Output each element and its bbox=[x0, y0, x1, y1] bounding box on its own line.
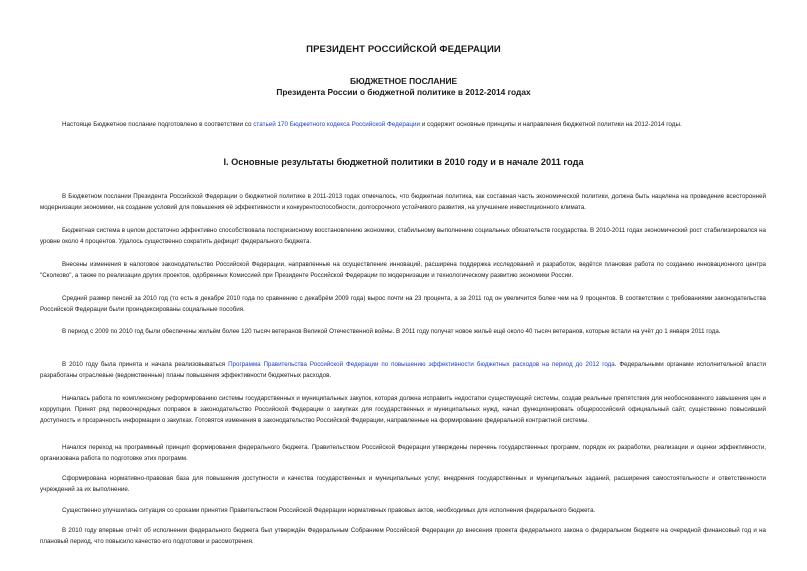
paragraph-text: Сформирована нормативно-правовая база для повышения доступности и качества государственных и муниципальных услуг, внедрения государственных и муниципальных заданий, расширения самостоятельности и ответственности учреждений за их выполнение. bbox=[40, 475, 766, 493]
paragraph-program bbox=[40, 360, 766, 382]
paragraph-text: В 2010 году впервые отчёт об исполнении федерального бюджета был утверждён Федеральным Собранием Российской Федерации до внесения проекта федерального закона о федеральном бюджете на очередной финансовый год и на плановый период, что повысило качество его подготовки и рассмотрения. bbox=[40, 527, 766, 545]
intro-text-before: Настояще Бюджетное послание подготовлено в соответствии со bbox=[62, 121, 254, 128]
document-title: БЮДЖЕТНОЕ ПОСЛАНИЕ bbox=[349, 76, 458, 86]
paragraph-4 bbox=[40, 294, 766, 316]
paragraph-11 bbox=[40, 526, 766, 548]
paragraph-1 bbox=[40, 192, 766, 214]
program-text-after: . Федеральными органами исполнительной власти разработаны отраслевые (ведомственные) планы повышения эффективности бюджетных расходов. bbox=[40, 361, 766, 379]
paragraph-text: Бюджетная система в целом достаточно эффективно способствовала посткризисному восстановлению экономики, стабильному выполнению социальных обязательств государства. В 2010-2011 годах экономический рост стабилизировался на уровне около 4 процентов. Удалось существенно сократить дефицит федерального бюджета. bbox=[40, 227, 766, 245]
paragraph-text: Существенно улучшилась ситуация со сроками принятия Правительством Российской Федерации нормативных правовых актов, необходимых для исполнения федерального бюджета. bbox=[62, 507, 596, 515]
intro-paragraph bbox=[62, 120, 782, 129]
program-text-before: В 2010 году была принята и начала реализовываться bbox=[62, 361, 229, 369]
paragraph-9 bbox=[40, 474, 766, 496]
paragraph-text: Средний размер пенсий за 2010 год (то есть в декабре 2010 года по сравнению с декабрём 2009 года) вырос почти на 23 процента, а за 2011 год он увеличится более чем на 9 процентов. В соответствии с требованиями законодательства Российской Федерации были проиндексированы социальные пособия. bbox=[40, 295, 766, 313]
intro-text-after: и содержит основные принципы и направления бюджетной политики на 2012-2014 годы. bbox=[420, 121, 682, 128]
paragraph-text: В Бюджетном послании Президента Российской Федерации о бюджетной политике в 2011-2013 годах отмечалось, что бюджетная политика, как составная часть экономической политики, должна быть нацелена на проведение всесторонней модернизации экономики, на создание условий для повышения её эффективности и конкурентоспособности, долгосрочного устойчивого развития, на улучшение инвестиционного климата. bbox=[40, 193, 766, 211]
paragraph-text: В период с 2009 по 2010 год были обеспечены жильём более 120 тысяч ветеранов Великой Отечественной войны. В 2011 году получат новое жильё ещё около 40 тысяч ветеранов, которые встали на учёт до 1 января 2011 года. bbox=[62, 328, 721, 336]
paragraph-7 bbox=[40, 394, 766, 426]
section-title: I. Основные результаты бюджетной политики в 2010 году и в начале 2011 года bbox=[223, 157, 584, 167]
paragraph-text: Начался переход на программный принцип формирования федерального бюджета. Правительством Российской Федерации утверждены перечень государственных программ, порядок их разработки, реализации и оценки эффективности, организована работа по подготовке этих программ. bbox=[40, 444, 766, 462]
paragraph-10 bbox=[40, 506, 766, 517]
paragraph-text: Началась работа по комплексному реформированию системы государственных и муниципальных закупок, которая должна исправить недостатки существующей системы, создав реальные препятствия для необоснованного завышения цен и коррупции. Принят ряд первоочередных поправок в законодательство Российской Федерации о закупках для государственных и муниципальных нужд, начал функционировать общероссийский официальный сайт, существенно повысивший доступность и прозрачность информации о закупках. Готовятся изменения в законодательство Российской Федерации, направленные на формирование федеральной контрактной системы. bbox=[40, 395, 766, 424]
paragraph-2 bbox=[40, 226, 766, 248]
document-heading: ПРЕЗИДЕНТ РОССИЙСКОЙ ФЕДЕРАЦИИ bbox=[306, 44, 501, 55]
paragraph-text: Внесены изменения в налоговое законодательство Российской Федерации, направленные на осуществление инноваций, расширена поддержка исследований и разработок, ведётся плановая работа по созданию инновационного центра "Сколково", а также по реализации других проектов, одобренных Комиссией при Президенте Российской Федерации по модернизации и технологическому развитию экономики России. bbox=[40, 261, 766, 279]
paragraph-5 bbox=[40, 327, 766, 338]
budget-code-link[interactable]: статьей 170 Бюджетного кодекса Российской Федерации bbox=[253, 121, 420, 128]
efficiency-program-link[interactable]: Программа Правительства Российской Федерации по повышению эффективности бюджетных расходов на период до 2012 года bbox=[228, 361, 615, 369]
paragraph-8 bbox=[40, 443, 766, 465]
paragraph-3 bbox=[40, 260, 766, 282]
document-subtitle: Президента России о бюджетной политике в 2012-2014 годах bbox=[276, 87, 531, 97]
